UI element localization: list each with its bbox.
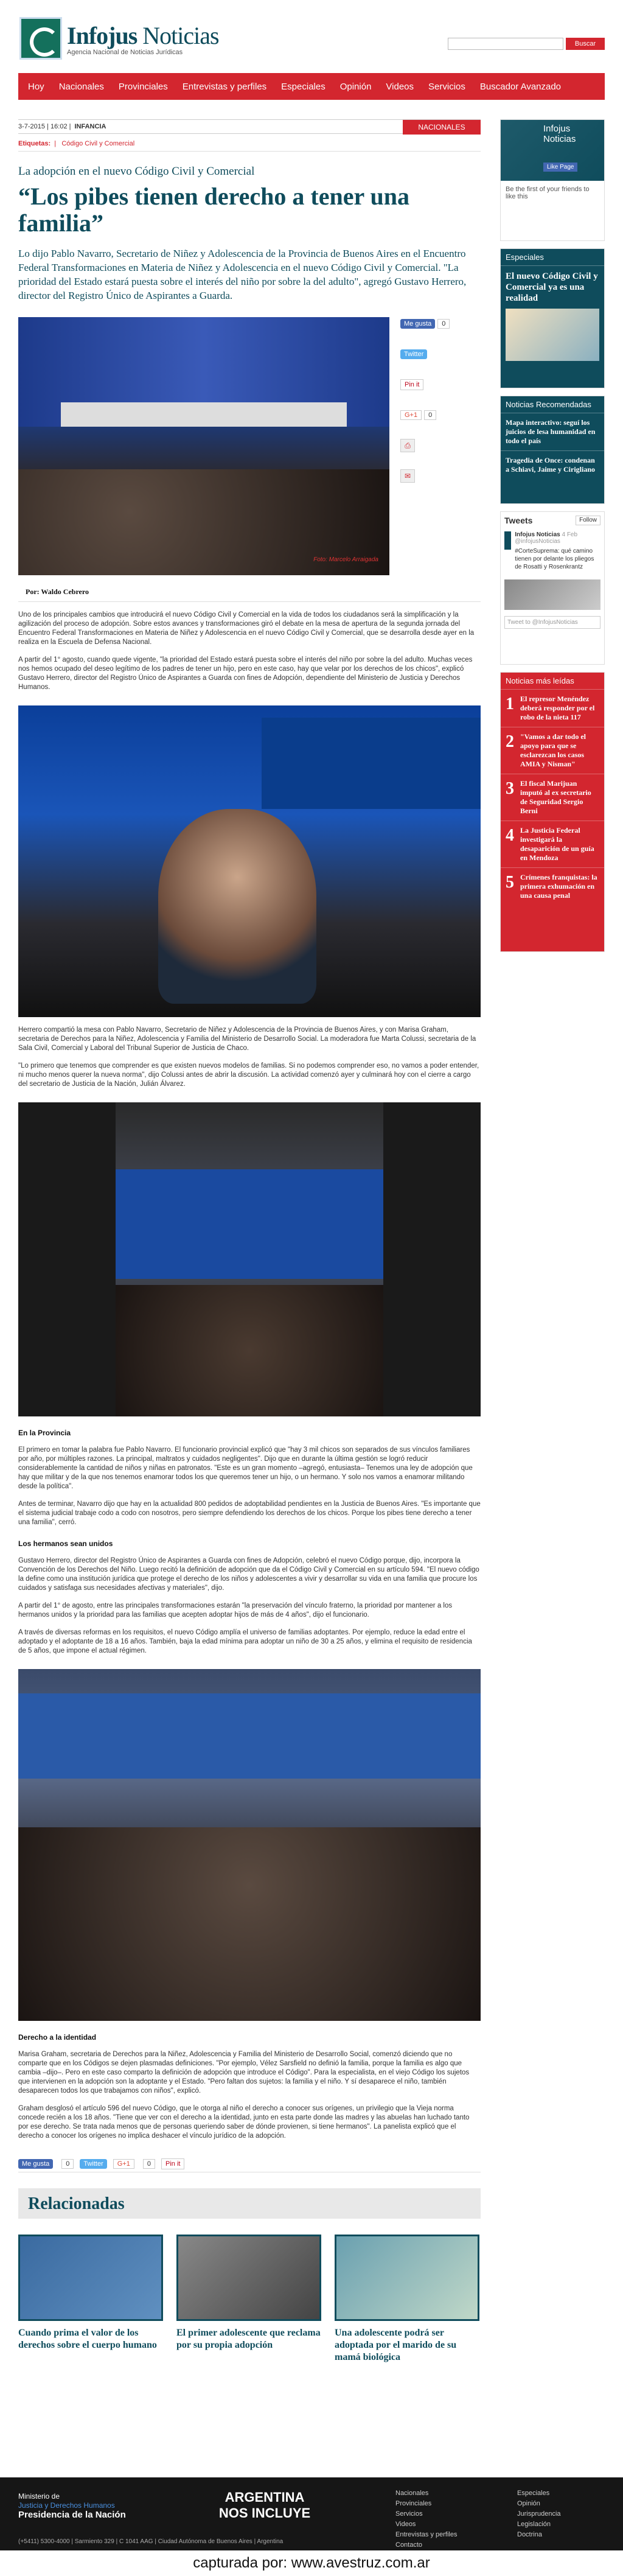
nav-servicios[interactable]: Servicios — [428, 81, 465, 92]
nav-buscador[interactable]: Buscador Avanzado — [479, 81, 562, 92]
masleida-link[interactable]: Crímenes franquistas: la primera exhumación en una causa penal — [520, 873, 597, 900]
paragraph: Graham desglosó el artículo 596 del nuevo Código, que le otorga al niño el derecho a conocer sus orígenes, un privilegio que la Vieja norma concede recién a los 18 años. "Tiene que ver con el derecho a la identidad, junto en esta parte donde las madres y las abuelas han luchado tanto por ese derecho. Se trata nada menos que de personas queriendo saber de dónde provienen, si tiene hermanos". La panelista explicó que el derecho a conocer los orígenes no implica deshacer el vínculo jurídico de la adopción. — [18, 2105, 470, 2140]
search-button[interactable]: Buscar — [566, 38, 605, 50]
footer-link[interactable]: Doctrina — [517, 2531, 542, 2538]
article-subhead: La adopción en el nuevo Código Civil y Comercial — [18, 165, 255, 178]
related-heading: Relacionadas — [18, 2188, 481, 2219]
tweet-handle: @infojusNoticias — [515, 538, 560, 545]
site-header — [18, 0, 605, 72]
article-photo-3 — [18, 1102, 481, 1416]
capture-credit: capturada por: www.avestruz.com.ar — [193, 2555, 430, 2571]
ministry-l2: Justicia y Derechos Humanos — [18, 2501, 115, 2510]
nav-opinion[interactable]: Opinión — [339, 81, 372, 92]
footer-col-2 — [517, 2488, 561, 2540]
logo-title-b: Noticias — [137, 21, 219, 49]
especiales-title[interactable]: El nuevo Código Civil y Comercial ya es una realidad — [506, 271, 598, 303]
gplus-button-bottom[interactable]: G+1 — [113, 2159, 134, 2169]
twitter-widget — [500, 511, 605, 665]
masleida-link[interactable]: El represor Menéndez deberá responder por el robo de la nieta 117 — [520, 695, 595, 721]
nav-hoy[interactable]: Hoy — [28, 81, 44, 92]
footer-link[interactable]: Contacto — [395, 2541, 423, 2549]
paragraph: A través de diversas reformas en los requisitos, el nuevo Código amplía el universo de familias adoptantes. Por ejemplo, reduce la edad entre el adoptado y el adoptante de 18 a 16 años. También, baja la edad mínima para adoptar un niño de 30 a 25 años, y elimina el requisito de residencia de 5 años, que impone el actual régimen. — [18, 1629, 472, 1654]
masleidas-head: Noticias más leídas — [501, 673, 604, 690]
masleidas-widget: Noticias más leídas 1 El represor Menéndez deberá responder por el robo de la nieta 117 2 "Vamos a dar todo el apoyo para que se esclarezcan los casos AMIA y Nisman" 3 El fiscal Marijuan imputó al ex secretario de Seguridad Sergio Berni 4 La Justicia Federal investigará la desaparición de un guía en Mendoza 5 Crímenes franquistas: la primera exhumación en una causa penal — [500, 672, 605, 952]
site-logo[interactable] — [19, 17, 219, 60]
fb-count-bottom: 0 — [61, 2159, 74, 2169]
footer-link[interactable]: Videos — [395, 2521, 416, 2528]
article-lead: Lo dijo Pablo Navarro, Secretario de Niñez y Adolescencia de la Provincia de Buenos Aires en el Encuentro Federal Transformaciones en Materia de Niñez y Adolescencia en el nuevo Código Civil y Comercial. "La prioridad del Estado estará puesta sobre el interés del niño por sobre la del adulto", agregó Gustavo Herrero, director del Registro Único de Aspirantes a Guarda. — [18, 248, 467, 301]
paragraph: A partir del 1° agosto, cuando quede vigente, "la prioridad del Estado estará puesta sobre el interés del niño por sobre la del adulto. Muchas veces nos hemos ocupado del deseo legítimo de los padres de tener un hijo, pero en este caso, hay que velar por los derechos de los chicos", explicó Gustavo Herrero, director del Registro Único de Aspirantes a Guarda con fines de Adopción, dependiente del Ministerio de Justicia y Derechos Humanos. — [18, 656, 473, 691]
related-item[interactable] — [18, 2235, 163, 2364]
tweet-image[interactable] — [504, 579, 600, 610]
date-bar: 3-7-2015 | 16:02 | INFANCIA NACIONALES — [18, 119, 481, 134]
recomendadas-head: Noticias Recomendadas — [501, 396, 604, 413]
recomendada-link[interactable]: Mapa interactivo: seguí los juicios de lesa humanidad en todo el país — [506, 418, 596, 445]
fb-friends-text: Be the first of your friends to like this — [506, 186, 590, 200]
article-photo-2 — [18, 705, 481, 1017]
twitter-button[interactable]: Twitter — [400, 349, 427, 359]
recomendada-link[interactable]: Tragedia de Once: condenan a Schiavi, Jaime y Cirigliano — [506, 456, 595, 474]
masleida-link[interactable]: "Vamos a dar todo el apoyo para que se esclarezcan los casos AMIA y Nisman" — [520, 732, 586, 768]
footer-link[interactable]: Opinión — [517, 2500, 540, 2507]
section-tag[interactable]: INFANCIA — [74, 123, 106, 130]
site-footer — [0, 2477, 623, 2550]
paragraph: El primero en tomar la palabra fue Pablo Navarro. El funcionario provincial explicó que "hay 3 mil chicos son separados de sus vínculos familiares por año, por múltiples razones. La principal, maltratos y cuidados negligentes". Dijo que en durante la última gestión se logró reducir considerablemente la cantidad de niños y niñas en patronatos. "Este es un gran momento –agregó, entusiasta– Tenemos una ley de adopción que hay que militar y de la que nos tenemos enamorar todos los que queremos tener un hijo, o un hermano. Y solo nos vamos a enamorar militando desde la política". — [18, 1446, 473, 1490]
tweet-user[interactable]: Infojus Noticias — [515, 531, 560, 538]
photo-credit: Foto: Marcelo Arraigada — [313, 556, 378, 563]
gplus-button[interactable]: G+1 — [400, 410, 422, 420]
sidebar — [500, 119, 605, 959]
related-title[interactable]: Cuando prima el valor de los derechos sobre el cuerpo humano — [18, 2328, 157, 2350]
fb-like-button[interactable]: Me gusta — [400, 319, 435, 329]
search-input[interactable] — [448, 38, 563, 50]
article-photo-main — [18, 317, 389, 575]
tweet-date: 4 Feb — [562, 531, 578, 538]
article-time: 16:02 — [50, 123, 68, 130]
pinterest-button[interactable]: Pin it — [400, 379, 423, 390]
related-item[interactable] — [176, 2235, 321, 2364]
share-bar-bottom — [18, 2158, 481, 2172]
related-title[interactable]: Una adolescente podrá ser adoptada por el marido de su mamá biológica — [335, 2328, 457, 2362]
fb-page-widget — [500, 119, 605, 241]
related-thumb[interactable] — [18, 2235, 163, 2321]
paragraph: Gustavo Herrero, director del Registro Único de Aspirantes a Guarda con fines de Adopción, celebró el nuevo Código porque, dijo, incorpora la Convención de los Derechos del Niño. Luego recitó la definición de adopción que da el Código Civil y Comercial en su artículo 594. "El nuevo código la define como una institución jurídica que protege el derecho de los niños y adolescentes a vivir y desarrollar su vida en una familia que procure los cuidados y satisfaga sus necesidades afectivas y materiales", dijo. — [18, 1557, 479, 1592]
related-item[interactable] — [335, 2235, 479, 2364]
footer-link[interactable]: Nacionales — [395, 2490, 429, 2497]
slogan — [201, 2490, 329, 2521]
article-main — [18, 119, 481, 2364]
paragraph: Marisa Graham, secretaria de Derechos para la Niñez, Adolescencia y Familia del Ministerio de Desarrollo Social, comenzó diciendo que no comparte que en los Códigos se dejen plasmadas definiciones. "Por ejemplo, Vélez Sarsfield no definió la familia, porque la familia es algo que cambia –dijo–. Pero en este caso comparto la definición de adopción que introduce el Código". Para la especialista, en el viejo Código los sujetos que intervienen en la adopción son la adoptante y el Estado. "Pero faltan dos sujetos: la familia y el niño. Y sí desaparece el niño, también desaparecen todos los que trabajamos con niños", explicó. — [18, 2051, 470, 2095]
share-column — [400, 317, 481, 500]
footer-link[interactable]: Especiales — [517, 2490, 550, 2497]
nav-especiales[interactable]: Especiales — [281, 81, 325, 92]
search-form — [448, 38, 605, 50]
email-icon[interactable]: ✉ — [400, 469, 415, 483]
print-icon[interactable]: ⎙ — [400, 439, 415, 452]
section-heading: Los hermanos sean unidos — [18, 1539, 113, 1548]
section-badge[interactable]: NACIONALES — [403, 120, 481, 135]
section-heading: Derecho a la identidad — [18, 2033, 97, 2042]
especiales-head: Especiales — [501, 249, 604, 266]
ministry-l1: Ministerio de — [18, 2492, 60, 2501]
logo-title-a: Infojus — [67, 21, 137, 49]
logo-icon — [19, 17, 62, 60]
tweets-head: Tweets — [504, 516, 533, 525]
article-title: “Los pibes tienen derecho a tener una familia” — [18, 183, 409, 237]
related-thumb[interactable] — [335, 2235, 479, 2321]
related-grid — [18, 2235, 481, 2364]
article-date: 3-7-2015 — [18, 123, 46, 130]
section-heading: En la Provincia — [18, 1429, 71, 1437]
gplus-count: 0 — [424, 410, 436, 420]
fb-count: 0 — [437, 319, 450, 329]
footer-col-1 — [395, 2488, 457, 2550]
especiales-widget[interactable] — [500, 248, 605, 388]
slogan-l1: ARGENTINA — [224, 2490, 305, 2505]
related-title[interactable]: El primer adolescente que reclama por su propia adopción — [176, 2328, 321, 2350]
fb-page-name[interactable]: Infojus Noticias — [543, 124, 576, 144]
footer-link[interactable]: Servicios — [395, 2510, 423, 2518]
footer-link[interactable]: Provinciales — [395, 2500, 432, 2507]
article-photo-4 — [18, 1669, 481, 2021]
author-byline: Por: Waldo Cebrero — [18, 583, 481, 602]
slogan-l2: NOS INCLUYE — [218, 2505, 311, 2521]
tags-label: Etiquetas: — [18, 140, 51, 147]
nav-entrevistas[interactable]: Entrevistas y perfiles — [182, 81, 267, 92]
ministry-l3: Presidencia de la Nación — [18, 2510, 126, 2520]
ministry-logo[interactable] — [18, 2492, 126, 2519]
pinterest-button-bottom[interactable]: Pin it — [161, 2158, 184, 2169]
footer-link[interactable]: Jurisprudencia — [517, 2510, 561, 2518]
paragraph: Herrero compartió la mesa con Pablo Navarro, Secretario de Niñez y Adolescencia de la Provincia de Buenos Aires, y con Marisa Graham, secretaria de Derechos para la Niñez, Adolescencia y Familia del Ministerio de Desarrollo Social. La moderadora fue Marta Colussi, secretaria de la Sala Civil, Comercial y Laboral del Tribunal Superior de Justicia de Chaco. — [18, 1026, 476, 1052]
masleida-link[interactable]: La Justicia Federal investigará la desaparición de un guía en Mendoza — [520, 826, 594, 862]
especiales-thumb[interactable] — [506, 309, 599, 361]
tweet-box[interactable]: Tweet to @InfojusNoticias — [504, 616, 600, 629]
tweet-text: #CorteSuprema: qué camino tienen por delante los pliegos de Rosatti y Rosenkrantz — [515, 548, 594, 570]
nav-provinciales[interactable]: Provinciales — [118, 81, 168, 92]
tag-link[interactable]: Código Civil y Comercial — [61, 140, 135, 147]
main-nav — [18, 73, 605, 100]
recomendadas-widget — [500, 396, 605, 504]
footer-link[interactable]: Legislación — [517, 2521, 551, 2528]
footer-link[interactable]: Entrevistas y perfiles — [395, 2531, 458, 2538]
nav-nacionales[interactable]: Nacionales — [58, 81, 104, 92]
paragraph: A partir del 1° de agosto, entre las principales transformaciones estarán "la preservación del vínculo fraterno, la prioridad por mantener a los hermanos unidos y la prioridad para las familias que acepten adoptar hijos de más de 4 años", dijo el funcionario. — [18, 1602, 453, 1619]
gplus-count-bottom: 0 — [143, 2159, 155, 2169]
twitter-follow-button[interactable]: Follow — [576, 516, 600, 525]
logo-subtitle: Agencia Nacional de Noticias Jurídicas — [67, 48, 183, 56]
related-thumb[interactable] — [176, 2235, 321, 2321]
paragraph: "Lo primero que tenemos que comprender es que existen nuevos modelos de familias. Si no podemos comprender eso, no vamos a poder entender, ni mucho menos querer la nueva norma", dijo Colussi antes de abrir la discusión. La actividad comenzó ayer y culminará hoy con el cierre a cargo del secretario de Justicia de la Nación, Julián Álvarez. — [18, 1062, 479, 1088]
tags-row: Etiquetas: | Código Civil y Comercial — [18, 140, 481, 152]
fb-like-page-button[interactable]: Like Page — [543, 163, 577, 172]
paragraph: Uno de los principales cambios que introducirá el nuevo Código Civil y Comercial en la vida de todos los ciudadanos será la simplificación y la agilización del proceso de adopción. Sobre estos avances y transformaciones giró el debate en la mesa de apertura de la segunda jornada del Encuentro Federal Transformaciones en Materia de Niñez y Adolescencia en el nuevo Código Civil y Comercial, que se desarrolla desde ayer en la realiza en la Escuela de Defensa Nacional. — [18, 611, 475, 646]
nav-videos[interactable]: Videos — [386, 81, 414, 92]
paragraph: Antes de terminar, Navarro dijo que hay en la actualidad 800 pedidos de adoptabilidad pendientes en la Justicia de Buenos Aires. "Es importante que el sistema judicial trabaje codo a codo con nosotros, pero siempre defendiendo los derechos de los chicos. Porque los pibes tiene derecho a tener una familia", cerró. — [18, 1500, 481, 1526]
masleida-link[interactable]: El fiscal Marijuan imputó al ex secretario de Seguridad Sergio Berni — [520, 779, 591, 815]
fb-like-button-bottom[interactable]: Me gusta — [18, 2159, 53, 2169]
footer-address: (+5411) 5300-4000 | Sarmiento 329 | C 1041 AAG | Ciudad Autónoma de Buenos Aires | Argentina — [18, 2538, 284, 2545]
twitter-button-bottom[interactable]: Twitter — [80, 2159, 106, 2169]
twitter-avatar — [504, 531, 511, 550]
